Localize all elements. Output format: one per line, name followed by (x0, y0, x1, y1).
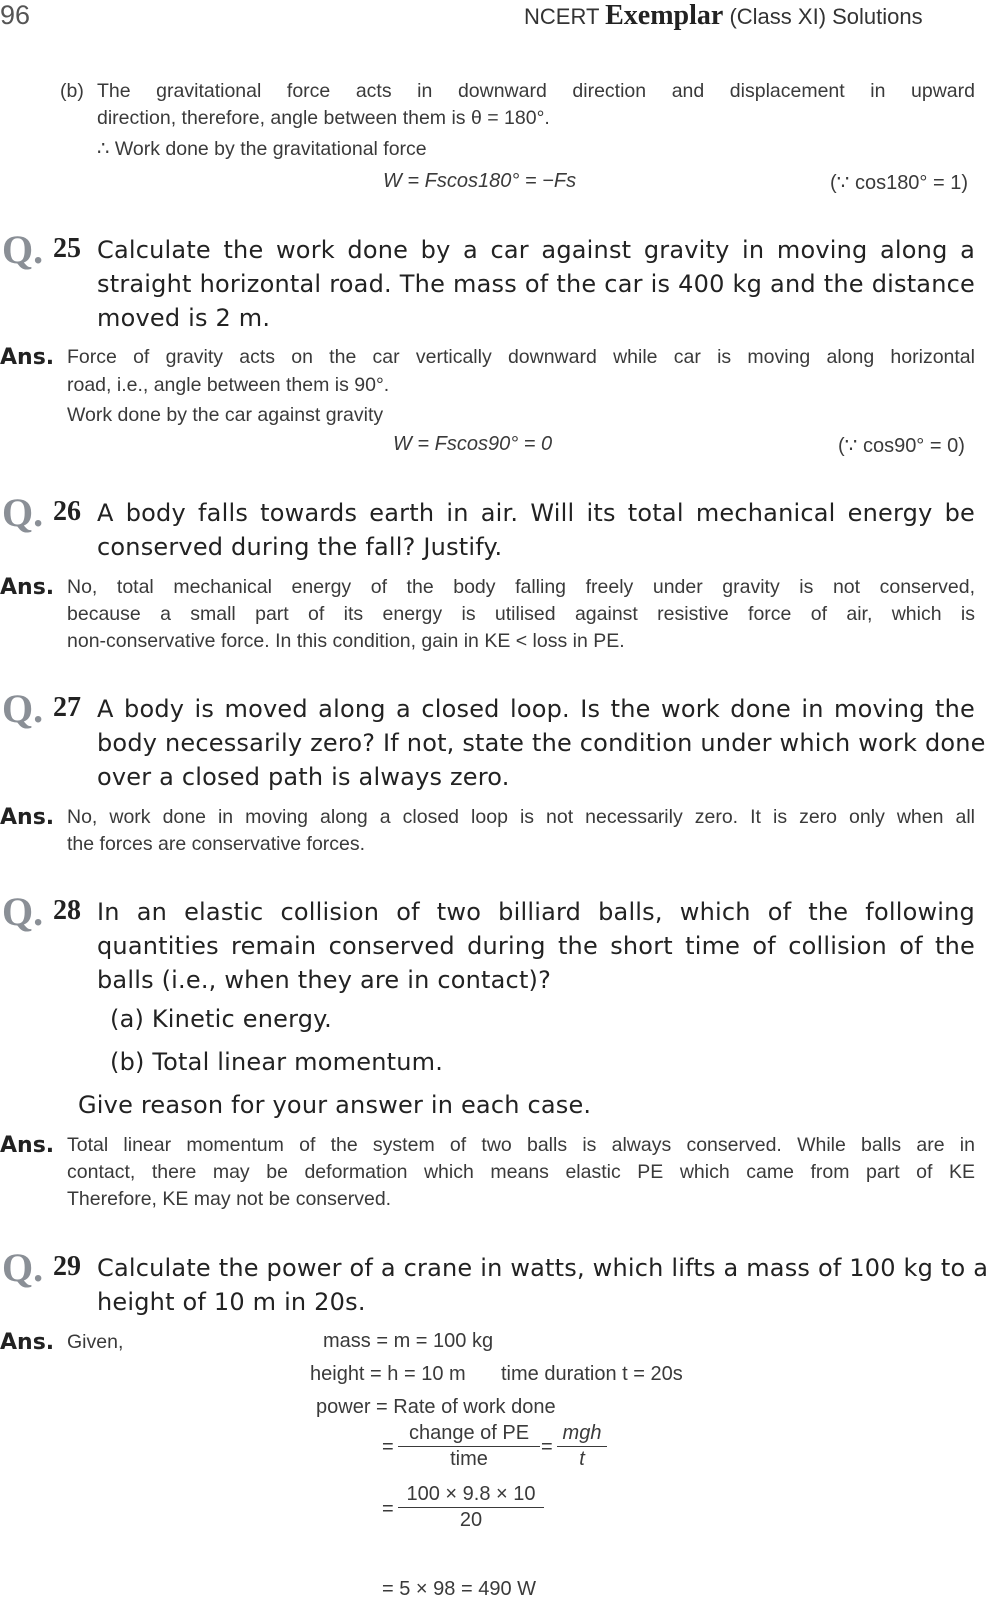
prev-answer-line: direction, therefore, angle between them is θ = 180°. (97, 107, 550, 129)
question-marker: Q. (2, 889, 44, 934)
question-number: 26 (53, 496, 81, 527)
question-text-line: A body falls towards earth in air. Will its total mechanical energy be (97, 499, 975, 527)
answer-equation-reason: (∵ cos90° = 0) (838, 435, 965, 457)
question-marker: Q. (2, 227, 44, 272)
given-mass: mass = m = 100 kg (323, 1330, 494, 1352)
question-instruction: Give reason for your answer in each case. (78, 1091, 592, 1119)
question-text-line: balls (i.e., when they are in contact)? (97, 966, 552, 994)
fraction-numeric (398, 1483, 544, 1532)
fraction-numerator: 100 × 9.8 × 10 (406, 1483, 536, 1505)
prev-answer-label: (b) (60, 80, 84, 102)
answer-label: Ans. (0, 575, 55, 600)
answer-line: the forces are conservative forces. (67, 833, 366, 855)
given-label: Given, (67, 1331, 124, 1353)
fraction-bar (398, 1507, 544, 1508)
question-option-b: (b) Total linear momentum. (110, 1048, 444, 1076)
question-text-line: straight horizontal road. The mass of the car is 400 kg and the distance (97, 270, 975, 298)
answer-line: Work done by the car against gravity (67, 404, 384, 426)
equals-sign: = (382, 1436, 394, 1458)
question-marker: Q. (2, 490, 44, 535)
question-text-line: Calculate the work done by a car against gravity in moving along a (97, 236, 975, 264)
given-height: height = h = 10 m (310, 1363, 466, 1385)
fraction-numerator: change of PE (408, 1422, 530, 1444)
question-number: 25 (53, 233, 81, 264)
fraction-denominator: time (450, 1448, 488, 1470)
answer-line: No, total mechanical energy of the body falling freely under gravity is not conserved, (67, 576, 975, 598)
answer-line: Total linear momentum of the system of two balls is always conserved. While balls are in (67, 1134, 975, 1156)
page-number: 96 (0, 0, 31, 30)
running-header (524, 0, 923, 32)
book-suffix: (Class XI) Solutions (729, 4, 923, 29)
final-result: = 5 × 98 = 490 W (382, 1578, 536, 1600)
answer-line: No, work done in moving along a closed loop is not necessarily zero. It is zero only when all (67, 806, 975, 828)
fraction-denominator: t (579, 1448, 585, 1470)
question-text-line: height of 10 m in 20s. (97, 1288, 366, 1316)
question-marker: Q. (2, 1245, 44, 1290)
equals-sign: = (382, 1498, 394, 1520)
equals-sign: = (541, 1436, 553, 1458)
answer-label: Ans. (0, 1133, 55, 1158)
fraction-mgh-over-t (557, 1422, 607, 1471)
answer-label: Ans. (0, 805, 55, 830)
power-definition: power = Rate of work done (316, 1396, 556, 1418)
book-prefix: NCERT (524, 4, 599, 29)
answer-line: road, i.e., angle between them is 90°. (67, 374, 390, 396)
question-text-line: In an elastic collision of two billiard balls, which of the following (97, 898, 975, 926)
question-text-line: A body is moved along a closed loop. Is the work done in moving the (97, 695, 975, 723)
prev-answer-line: The gravitational force acts in downward direction and displacement in upward (97, 80, 975, 102)
fraction-denominator: 20 (459, 1509, 483, 1531)
answer-equation: W = Fscos90° = 0 (393, 433, 553, 455)
prev-equation-reason: (∵ cos180° = 1) (830, 172, 969, 194)
question-text-line: Calculate the power of a crane in watts, which lifts a mass of 100 kg to a (97, 1254, 989, 1282)
answer-line: non-conservative force. In this condition, gain in KE < loss in PE. (67, 630, 625, 652)
fraction-bar (398, 1446, 540, 1447)
given-time: time duration t = 20s (501, 1363, 683, 1385)
answer-label: Ans. (0, 345, 55, 370)
answer-line: contact, there may be deformation which means elastic PE which came from part of KE (67, 1161, 975, 1183)
question-text-line: moved is 2 m. (97, 304, 271, 332)
answer-line: Therefore, KE may not be conserved. (67, 1188, 392, 1210)
question-option-a: (a) Kinetic energy. (110, 1005, 332, 1033)
question-text-line: over a closed path is always zero. (97, 763, 510, 791)
question-number: 29 (53, 1251, 81, 1282)
question-number: 27 (53, 692, 81, 723)
answer-line: because a small part of its energy is utilised against resistive force of air, which is (67, 603, 975, 625)
question-number: 28 (53, 895, 81, 926)
prev-equation: W = Fscos180° = −Fs (383, 170, 577, 192)
answer-line: Force of gravity acts on the car vertically downward while car is moving along horizontal (67, 346, 975, 368)
fraction-numerator: mgh (562, 1422, 602, 1444)
fraction-change-pe-over-time (398, 1422, 540, 1471)
prev-answer-line: ∴ Work done by the gravitational force (97, 138, 427, 160)
question-text-line: conserved during the fall? Justify. (97, 533, 503, 561)
book-title-bold: Exemplar (605, 0, 724, 31)
question-text-line: quantities remain conserved during the short time of collision of the (97, 932, 975, 960)
question-marker: Q. (2, 686, 44, 731)
question-text-line: body necessarily zero? If not, state the condition under which work done (97, 729, 986, 757)
answer-label: Ans. (0, 1330, 55, 1355)
fraction-bar (557, 1446, 607, 1447)
